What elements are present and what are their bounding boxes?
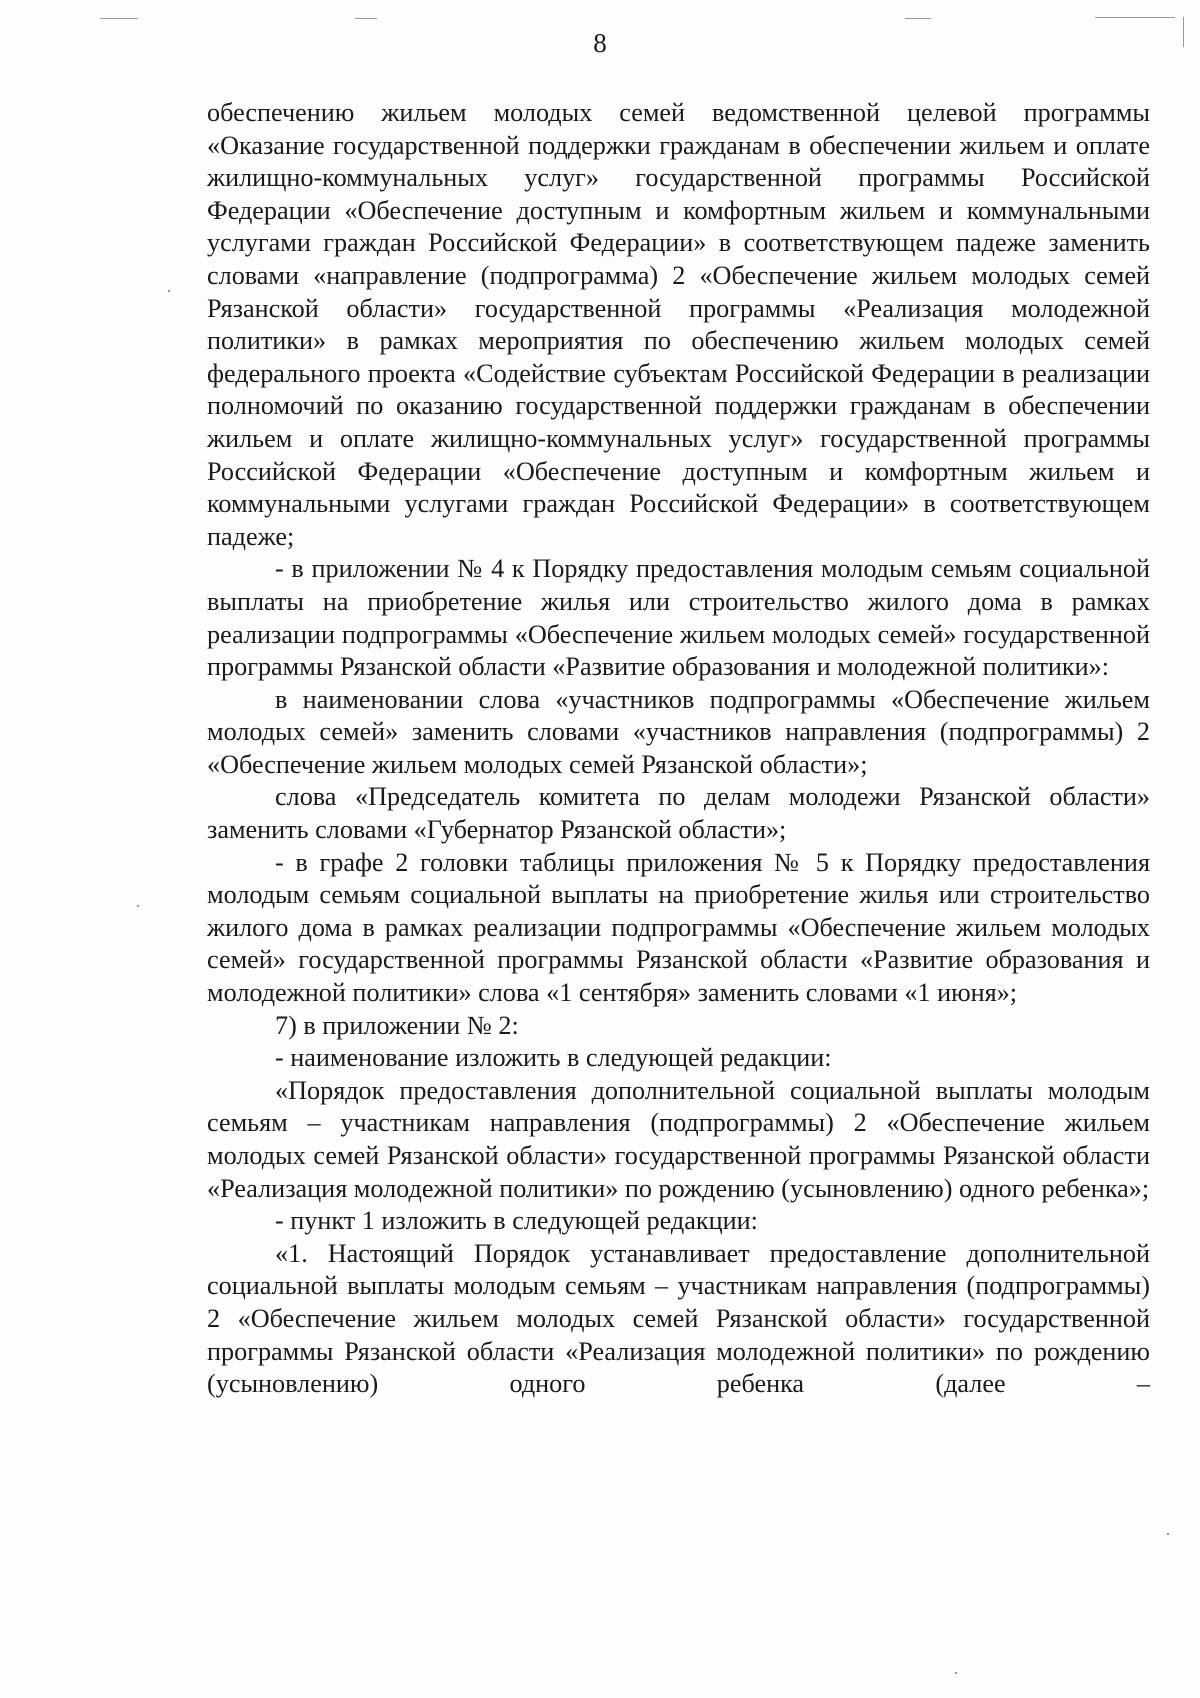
paragraph-appendix-5: - в графе 2 головки таблицы приложения № 5 к Порядку предоставления молодым семьям социальной выплаты на приобретение жилья или строительство жилого дома в рамках реализации подпрограммы «Обеспечение жильем молодых семей» государственной программы Рязанской области «Развитие образования и молодежной политики» слова «1 сентября» заменить словами «1 июня»;	[207, 847, 1150, 1008]
scan-artifact	[355, 18, 377, 19]
paragraph-chairman-change: слова «Председатель комитета по делам молодежи Рязанской области» заменить словами «Губернатор Рязанской области»;	[207, 782, 1150, 845]
scan-speck	[137, 905, 139, 907]
scan-speck	[955, 1672, 957, 1674]
paragraph-point-1-text: «1. Настоящий Порядок устанавливает предоставление дополнительной социальной выплаты молодым семьям – участникам направления (подпрограммы) 2 «Обеспечение жильем молодых семей Рязанской области» государственной программы Рязанской области «Реализация молодежной политики» по рождению (усыновлению) одного ребенка (далее –	[207, 1238, 1150, 1399]
paragraph-continuation: обеспечению жильем молодых семей ведомственной целевой программы «Оказание государственной поддержки гражданам в обеспечении жильем и оплате жилищно-коммунальных услуг» государственной программы Российской Федерации «Обеспечение доступным и комфортным жильем и коммунальными услугами граждан Российской Федерации» в соответствующем падеже заменить словами «направление (подпрограмма) 2 «Обеспечение жильем молодых семей Рязанской области» государственной программы «Реализация молодежной политики» в рамках мероприятия по обеспечению жильем молодых семей федерального проекта «Содействие субъектам Российской Федерации в реализации полномочий по оказанию государственной поддержки гражданам в обеспечении жильем и оплате жилищно-коммунальных услуг» государственной программы Российской Федерации «Обеспечение доступным и комфортным жильем и коммунальными услугами граждан Российской Федерации» в соответствующем падеже;	[207, 98, 1150, 551]
scan-speck	[1167, 1533, 1169, 1535]
paragraph-title-change: в наименовании слова «участников подпрограммы «Обеспечение жильем молодых семей» заменить словами «участников направления (подпрограммы) 2 «Обеспечение жильем молодых семей Рязанской области»;	[207, 684, 1150, 779]
page-number: 8	[593, 28, 607, 58]
document-body	[207, 97, 1150, 1401]
paragraph-procedure-title: «Порядок предоставления дополнительной социальной выплаты молодым семьям – участникам направления (подпрограммы) 2 «Обеспечение жильем молодых семей Рязанской области» государственной программы Рязанской области «Реализация молодежной политики» по рождению (усыновлению) одного ребенка»;	[207, 1075, 1150, 1203]
scan-artifact	[905, 18, 931, 19]
paragraph-point-1-edition: - пункт 1 изложить в следующей редакции:	[275, 1206, 758, 1236]
paragraph-item-7: 7) в приложении № 2:	[275, 1010, 519, 1040]
paragraph-name-edition: - наименование изложить в следующей редакции:	[275, 1043, 832, 1073]
scan-artifact	[100, 18, 138, 19]
paragraph-appendix-4: - в приложении № 4 к Порядку предоставления молодым семьям социальной выплаты на приобретение жилья или строительство жилого дома в рамках реализации подпрограммы «Обеспечение жильем молодых семей» государственной программы Рязанской области «Развитие образования и молодежной политики»:	[207, 554, 1150, 682]
scan-speck	[168, 290, 170, 292]
scan-artifact	[1095, 17, 1175, 18]
